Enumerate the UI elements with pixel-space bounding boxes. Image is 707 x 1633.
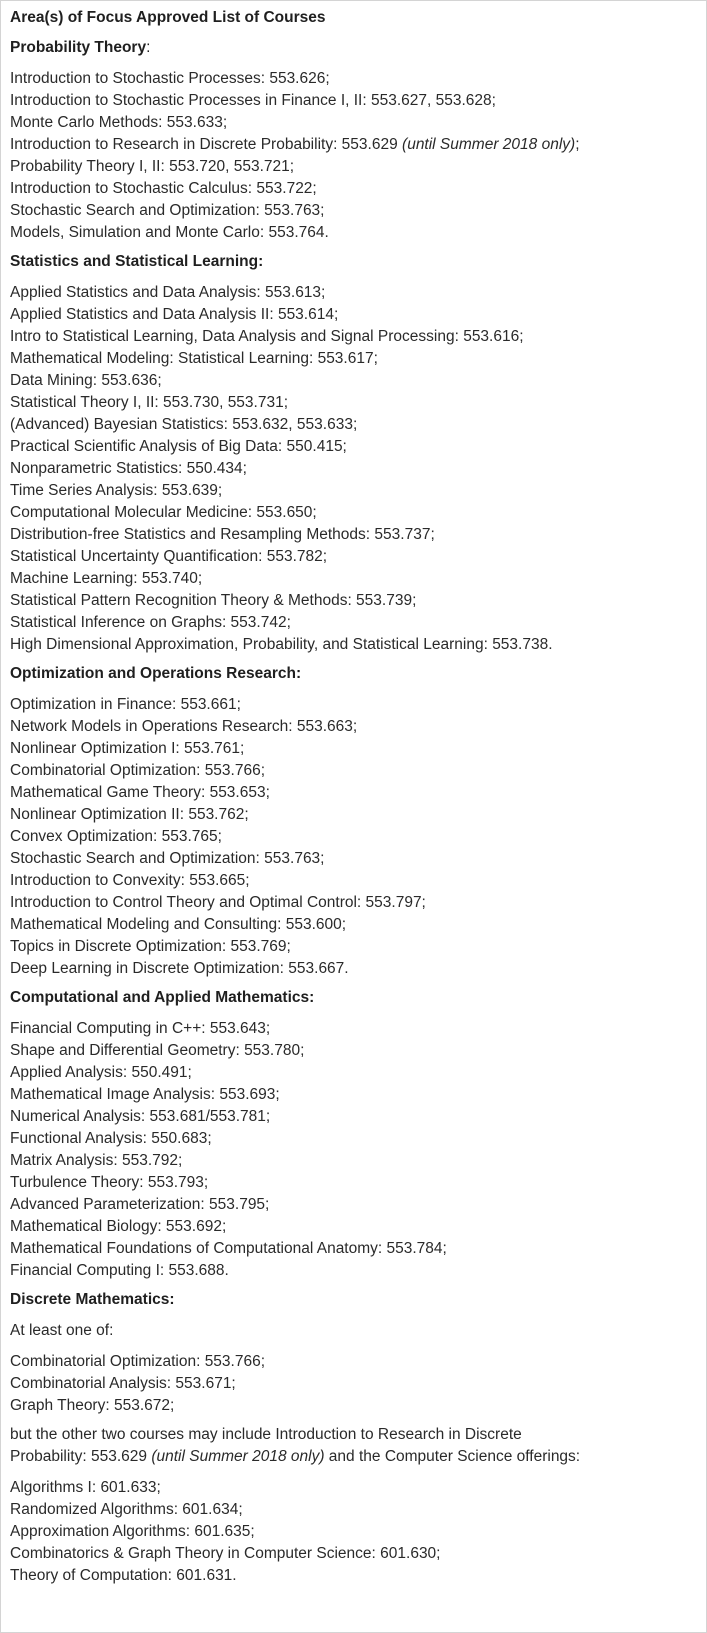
discrete-intro: At least one of: xyxy=(10,1322,114,1339)
list-item: Statistical Pattern Recognition Theory & Methods: 553.739; xyxy=(10,592,417,609)
list-item: Turbulence Theory: 553.793; xyxy=(10,1174,209,1191)
list-item: Financial Computing I: 553.688. xyxy=(10,1262,229,1279)
list-item: Applied Analysis: 550.491; xyxy=(10,1064,192,1081)
list-item: Network Models in Operations Research: 553.663; xyxy=(10,718,358,735)
list-item: Financial Computing in C++: 553.643; xyxy=(10,1020,271,1037)
list-item: Stochastic Search and Optimization: 553.763; xyxy=(10,202,325,219)
list-item: Introduction to Convexity: 553.665; xyxy=(10,872,250,889)
course-list-computational xyxy=(10,1018,697,1282)
section-heading-statistics: Statistics and Statistical Learning: xyxy=(10,253,264,270)
section-computational xyxy=(10,987,697,1282)
list-item: Nonlinear Optimization II: 553.762; xyxy=(10,806,249,823)
list-item: Functional Analysis: 550.683; xyxy=(10,1130,212,1147)
list-item: Statistical Theory I, II: 553.730, 553.731; xyxy=(10,394,289,411)
list-item: Randomized Algorithms: 601.634; xyxy=(10,1501,243,1518)
list-item: Stochastic Search and Optimization: 553.763; xyxy=(10,850,325,867)
list-item: Convex Optimization: 553.765; xyxy=(10,828,222,845)
list-item: Numerical Analysis: 553.681/553.781; xyxy=(10,1108,271,1125)
list-item: Time Series Analysis: 553.639; xyxy=(10,482,223,499)
heading-colon: : xyxy=(146,39,151,56)
section-heading-optimization: Optimization and Operations Research: xyxy=(10,665,302,682)
availability-note: (until Summer 2018 only) xyxy=(151,1448,325,1465)
list-item: Applied Statistics and Data Analysis: 553.613; xyxy=(10,284,326,301)
list-item: Optimization in Finance: 553.661; xyxy=(10,696,241,713)
list-item: Combinatorics & Graph Theory in Computer Science: 601.630; xyxy=(10,1545,441,1562)
heading-text: Probability Theory xyxy=(10,39,147,56)
list-item: Mathematical Game Theory: 553.653; xyxy=(10,784,270,801)
list-item: Computational Molecular Medicine: 553.650; xyxy=(10,504,317,521)
course-text: Introduction to Research in Discrete Probability: 553.629 xyxy=(10,136,403,153)
list-item: Combinatorial Optimization: 553.766; xyxy=(10,762,266,779)
course-list-optimization xyxy=(10,694,697,980)
list-item: Intro to Statistical Learning, Data Analysis and Signal Processing: 553.616; xyxy=(10,328,524,345)
list-item: (Advanced) Bayesian Statistics: 553.632, 553.633; xyxy=(10,416,358,433)
list-item: Nonparametric Statistics: 550.434; xyxy=(10,460,247,477)
list-item: Applied Statistics and Data Analysis II: 553.614; xyxy=(10,306,339,323)
section-heading-probability xyxy=(10,37,697,59)
list-item: Shape and Differential Geometry: 553.780; xyxy=(10,1042,305,1059)
list-item: Combinatorial Analysis: 553.671; xyxy=(10,1375,236,1392)
list-item: Graph Theory: 553.672; xyxy=(10,1397,175,1414)
list-item: Mathematical Image Analysis: 553.693; xyxy=(10,1086,280,1103)
list-item: Topics in Discrete Optimization: 553.769; xyxy=(10,938,291,955)
course-list-statistics xyxy=(10,282,697,656)
section-probability xyxy=(10,37,697,244)
list-item: Machine Learning: 553.740; xyxy=(10,570,203,587)
list-item: Monte Carlo Methods: 553.633; xyxy=(10,114,228,131)
discrete-note-paragraph xyxy=(10,1424,697,1468)
course-list-probability xyxy=(10,68,697,244)
list-item: Distribution-free Statistics and Resampling Methods: 553.737; xyxy=(10,526,435,543)
list-item: High Dimensional Approximation, Probability, and Statistical Learning: 553.738. xyxy=(10,636,553,653)
section-discrete xyxy=(10,1289,697,1587)
list-item: Matrix Analysis: 553.792; xyxy=(10,1152,183,1169)
section-heading-discrete: Discrete Mathematics: xyxy=(10,1291,175,1308)
list-item: Mathematical Biology: 553.692; xyxy=(10,1218,227,1235)
course-tail: ; xyxy=(575,136,580,153)
note-line-2b: and the Computer Science offerings: xyxy=(324,1448,581,1465)
list-item: Mathematical Modeling and Consulting: 553.600; xyxy=(10,916,347,933)
course-list-discrete xyxy=(10,1351,697,1417)
list-item: Algorithms I: 601.633; xyxy=(10,1479,161,1496)
list-item: Models, Simulation and Monte Carlo: 553.764. xyxy=(10,224,329,241)
list-item: Statistical Inference on Graphs: 553.742; xyxy=(10,614,291,631)
list-item: Statistical Uncertainty Quantification: 553.782; xyxy=(10,548,328,565)
list-item: Deep Learning in Discrete Optimization: 553.667. xyxy=(10,960,349,977)
list-item: Introduction to Control Theory and Optimal Control: 553.797; xyxy=(10,894,426,911)
page-title: Area(s) of Focus Approved List of Courses xyxy=(10,9,326,26)
list-item: Data Mining: 553.636; xyxy=(10,372,162,389)
list-item: Advanced Parameterization: 553.795; xyxy=(10,1196,270,1213)
course-list-computer-science xyxy=(10,1477,697,1587)
list-item: Introduction to Stochastic Calculus: 553.722; xyxy=(10,180,317,197)
list-item: Mathematical Modeling: Statistical Learning: 553.617; xyxy=(10,350,378,367)
note-line-1: but the other two courses may include Introduction to Research in Discrete xyxy=(10,1426,522,1443)
section-statistics xyxy=(10,251,697,656)
section-optimization xyxy=(10,663,697,980)
list-item: Probability Theory I, II: 553.720, 553.721; xyxy=(10,158,295,175)
list-item: Approximation Algorithms: 601.635; xyxy=(10,1523,255,1540)
section-heading-computational: Computational and Applied Mathematics: xyxy=(10,989,315,1006)
list-item: Practical Scientific Analysis of Big Data: 550.415; xyxy=(10,438,347,455)
list-item: Introduction to Stochastic Processes: 553.626; xyxy=(10,70,330,87)
availability-note: (until Summer 2018 only) xyxy=(402,136,576,153)
list-item: Combinatorial Optimization: 553.766; xyxy=(10,1353,266,1370)
list-item: Nonlinear Optimization I: 553.761; xyxy=(10,740,245,757)
list-item: Mathematical Foundations of Computational Anatomy: 553.784; xyxy=(10,1240,447,1257)
list-item xyxy=(10,134,697,156)
note-line-2a: Probability: 553.629 xyxy=(10,1448,152,1465)
list-item: Theory of Computation: 601.631. xyxy=(10,1567,237,1584)
list-item: Introduction to Stochastic Processes in Finance I, II: 553.627, 553.628; xyxy=(10,92,496,109)
